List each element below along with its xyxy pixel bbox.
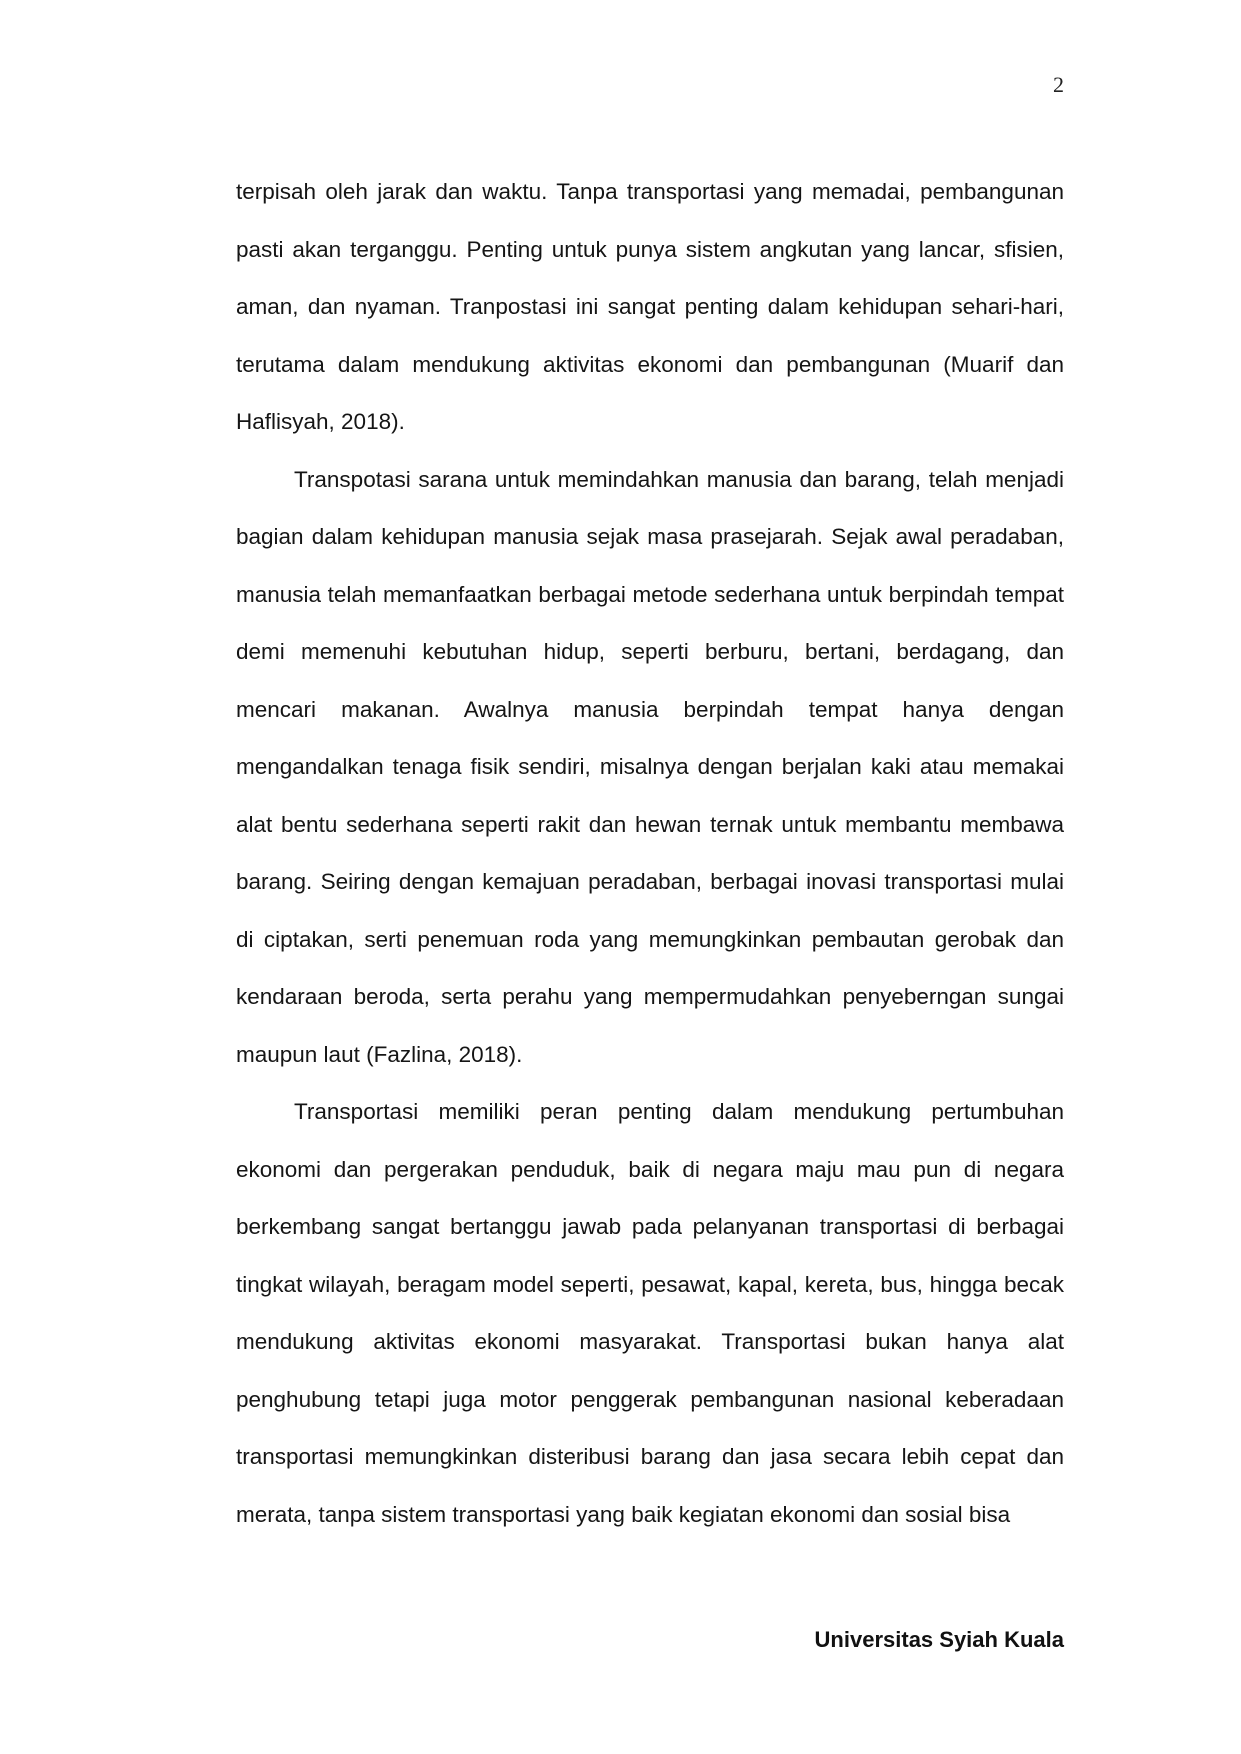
footer-institution: Universitas Syiah Kuala (814, 1627, 1064, 1652)
paragraph-1: terpisah oleh jarak dan waktu. Tanpa transportasi yang memadai, pembangunan pasti akan terganggu. Penting untuk punya sistem angkutan yang lancar, sfisien, aman, dan nyaman. Tranpostasi ini sangat penting dalam kehidupan sehari-hari, terutama dalam mendukung aktivitas ekonomi dan pembangunan (Muarif dan Haflisyah, 2018). (236, 179, 1064, 434)
paragraph-2: Transpotasi sarana untuk memindahkan manusia dan barang, telah menjadi bagian dalam kehidupan manusia sejak masa prasejarah. Sejak awal peradaban, manusia telah memanfaatkan berbagai metode sederhana untuk berpindah tempat demi memenuhi kebutuhan hidup, seperti berburu, bertani, berdagang, dan mencari makanan. Awalnya manusia berpindah tempat hanya dengan mengandalkan tenaga fisik sendiri, misalnya dengan berjalan kaki atau memakai alat bentu sederhana seperti rakit dan hewan ternak untuk membantu membawa barang. Seiring dengan kemajuan peradaban, berbagai inovasi transportasi mulai di ciptakan, serti penemuan roda yang memungkinkan pembautan gerobak dan kendaraan beroda, serta perahu yang mempermudahkan penyeberngan sungai maupun laut (Fazlina, 2018). (236, 466, 1064, 1067)
body-text (236, 163, 1064, 1543)
paragraph-3: Transportasi memiliki peran penting dalam mendukung pertumbuhan ekonomi dan pergerakan penduduk, baik di negara maju mau pun di negara berkembang sangat bertanggu jawab pada pelanyanan transportasi di berbagai tingkat wilayah, beragam model seperti, pesawat, kapal, kereta, bus, hingga becak mendukung aktivitas ekonomi masyarakat. Transportasi bukan hanya alat penghubung tetapi juga motor penggerak pembangunan nasional keberadaan transportasi memungkinkan disteribusi barang dan jasa secara lebih cepat dan merata, tanpa sistem transportasi yang baik kegiatan ekonomi dan sosial bisa (236, 1099, 1064, 1527)
page-number: 2 (1053, 72, 1064, 97)
